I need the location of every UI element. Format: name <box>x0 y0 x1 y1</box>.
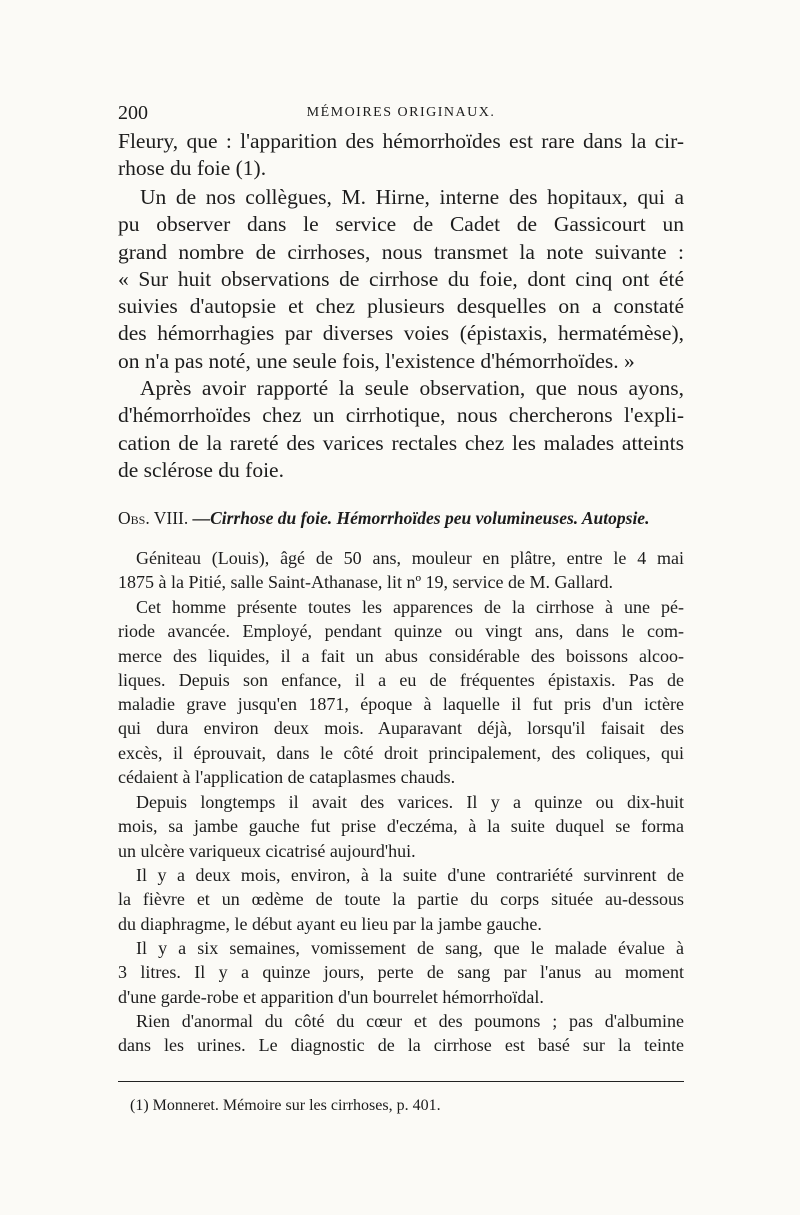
text-line: 3 litres. Il y a quinze jours, perte de sang par l'anus au moment <box>118 962 684 983</box>
text-line: Fleury, que : l'apparition des hémorrhoïdes est rare dans la cir- <box>118 129 684 153</box>
text-line: Géniteau (Louis), âgé de 50 ans, mouleur en plâtre, entre le 4 mai <box>136 548 684 568</box>
text-line: des hémorrhagies par diverses voies (épistaxis, hermatémèse), <box>118 321 684 346</box>
text-line: pu observer dans le service de Cadet de Gassicourt un <box>118 212 684 237</box>
observation-label: Obs. VIII. <box>118 508 189 528</box>
case-paragraph-4 <box>118 863 684 936</box>
case-paragraph-5 <box>118 936 684 1009</box>
text-line: Un de nos collègues, M. Hirne, interne des hopitaux, qui a <box>140 185 684 209</box>
text-line: excès, il éprouvait, dans le côté droit principalement, des coliques, qui <box>118 742 684 763</box>
text-line: Rien d'anormal du côté du cœur et des poumons ; pas d'albumine <box>136 1011 684 1031</box>
intro-paragraph-2 <box>118 184 684 375</box>
text-line: Après avoir rapporté la seule observation, que nous ayons, <box>140 376 684 400</box>
text-line: un ulcère variqueux cicatrisé aujourd'hui. <box>118 840 416 861</box>
footnote: (1) Monneret. Mémoire sur les cirrhoses, p. 401. <box>130 1097 441 1114</box>
text-line: mois, sa jambe gauche fut prise d'eczéma, à la suite duquel se forma <box>118 816 684 837</box>
intro-paragraph-1 <box>118 128 684 183</box>
text-line: liques. Depuis son enfance, il a eu de fréquentes épistaxis. Pas de <box>118 669 684 690</box>
text-line: la fièvre et un œdème de toute la partie du corps située au-dessous <box>118 889 684 910</box>
text-line: Depuis longtemps il avait des varices. Il y a quinze ou dix-huit <box>136 792 684 812</box>
text-line: riode avancée. Employé, pendant quinze ou vingt ans, dans le com- <box>118 621 684 642</box>
observation-title: —Cirrhose du foie. Hémorrhoïdes peu volumineuses. Autopsie. <box>192 508 650 528</box>
text-line: dans les urines. Le diagnostic de la cirrhose est basé sur la teinte <box>118 1035 684 1056</box>
text-line: d'hémorrhoïdes chez un cirrhotique, nous chercherons l'expli- <box>118 403 684 428</box>
page-header <box>118 102 684 124</box>
text-line: qui dura environ deux mois. Auparavant déjà, lorsqu'il faisait des <box>118 718 684 739</box>
case-paragraph-6 <box>118 1009 684 1058</box>
text-line: Cet homme présente toutes les apparences de la cirrhose à une pé- <box>136 597 684 617</box>
text-line: suivies d'autopsie et chez plusieurs desquelles on a constaté <box>118 294 684 319</box>
text-line: « Sur huit observations de cirrhose du foie, dont cinq ont été <box>118 266 684 291</box>
text-line: de sclérose du foie. <box>118 457 284 482</box>
text-line: rhose du foie (1). <box>118 156 267 181</box>
page-number: 200 <box>118 102 148 124</box>
text-line: grand nombre de cirrhoses, nous transmet la note suivante : <box>118 239 684 264</box>
text-line: maladie grave jusqu'en 1871, époque à laquelle il fut pris d'un ictère <box>118 694 684 715</box>
text-line: du diaphragme, le début ayant eu lieu par la jambe gauche. <box>118 913 542 934</box>
intro-paragraph-3 <box>118 375 684 484</box>
text-line: cation de la rareté des varices rectales chez les malades atteints <box>118 430 684 455</box>
text-line: on n'a pas noté, une seule fois, l'existence d'hémorrhoïdes. » <box>118 348 635 373</box>
observation-heading <box>118 508 684 529</box>
running-title: MÉMOIRES ORIGINAUX. <box>306 105 496 120</box>
case-paragraph-3 <box>118 790 684 863</box>
text-line: Il y a deux mois, environ, à la suite d'une contrariété survinrent de <box>136 865 684 885</box>
case-paragraph-2 <box>118 595 684 789</box>
text-line: 1875 à la Pitié, salle Saint-Athanase, lit nº 19, service de M. Gallard. <box>118 572 613 593</box>
text-line: d'une garde-robe et apparition d'un bourrelet hémorrhoïdal. <box>118 986 544 1007</box>
text-line: Il y a six semaines, vomissement de sang, que le malade évalue à <box>136 938 684 958</box>
text-line: cédaient à l'application de cataplasmes chauds. <box>118 767 456 788</box>
case-paragraph-1 <box>118 546 684 595</box>
text-line: merce des liquides, il a fait un abus considérable des boissons alcoo- <box>118 645 684 666</box>
footnote-rule <box>118 1081 684 1082</box>
